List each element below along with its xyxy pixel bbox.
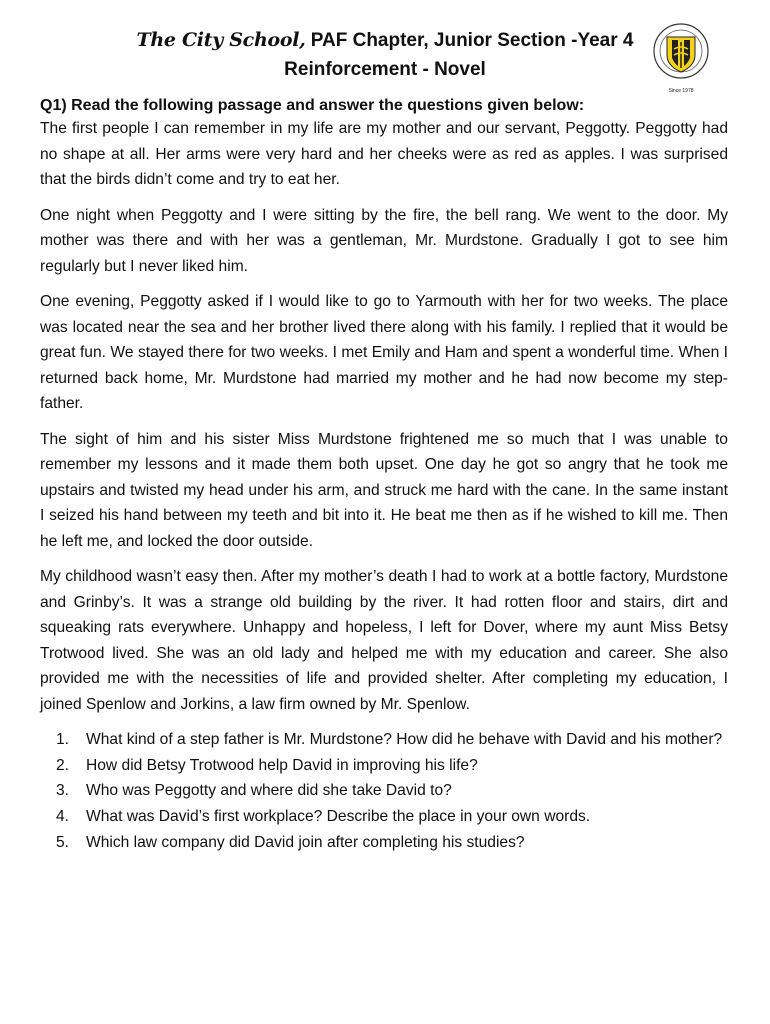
question-text: How did Betsy Trotwood help David in improving his life? bbox=[86, 756, 478, 774]
passage-paragraph-1: The first people I can remember in my life are my mother and our servant, Peggotty. Peggotty had no shape at all. Her arms were very hard and her cheeks were as red as apples. I was surprised that the birds didn’t come and try to eat her. bbox=[40, 120, 728, 188]
passage-paragraph-4: The sight of him and his sister Miss Murdstone frightened me so much that I was unable to remember my lessons and it made them both upset. One day he got so angry that he took me upstairs and twisted my head under his arm, and struck me hard with the cane. In the same instant I seized his hand between my teeth and bit into it. He beat me then as if he wished to kill me. Then he left me, and locked the door outside. bbox=[40, 430, 728, 550]
title-rest: PAF Chapter, Junior Section -Year 4 bbox=[305, 30, 634, 51]
question-number: 1. bbox=[56, 731, 70, 748]
document-body bbox=[40, 96, 728, 856]
question-number: 3. bbox=[56, 782, 70, 800]
page-subtitle: Reinforcement - Novel bbox=[284, 59, 486, 80]
question-number: 5. bbox=[56, 833, 70, 851]
list-item bbox=[40, 753, 728, 779]
question-list bbox=[40, 727, 728, 856]
list-item bbox=[40, 727, 728, 753]
list-item bbox=[40, 804, 728, 830]
question-number: 4. bbox=[56, 808, 70, 826]
question-text: What was David’s first workplace? Describe the place in your own words. bbox=[86, 808, 591, 826]
passage-paragraph-3: One evening, Peggotty asked if I would like to go to Yarmouth with her for two weeks. The place was located near the sea and her brother lived there along with his family. I replied that it would be great fun. We stayed there for two weeks. I met Emily and Ham and spent a wonderful time. When I returned back home, Mr. Murdstone had married my mother and he had now become my step-father. bbox=[40, 293, 728, 412]
logo-motto: Since 1978 bbox=[668, 88, 694, 94]
question-text: Who was Peggotty and where did she take David to? bbox=[86, 782, 452, 800]
passage-paragraph-5: My childhood wasn’t easy then. After my mother’s death I had to work at a bottle factory, Murdstone and Grinby’s. It was a strange old building by the river. It had rotten floor and stairs, dirt and squeaking rats everywhere. Unhappy and hopeless, I left for Dover, where my aunt Miss Betsy Trotwood lived. She was an old lady and helped me with my education and career. She also provided me with the necessities of life and provided shelter. After completing my education, I joined Spenlow and Jorkins, a law firm owned by Mr. Spenlow. bbox=[40, 568, 728, 713]
list-item bbox=[40, 778, 728, 804]
passage-paragraph-2: One night when Peggotty and I were sitting by the fire, the bell rang. We went to the door. My mother was there and with her was a gentleman, Mr. Murdstone. Gradually I got to see him regularly but I never liked him. bbox=[40, 206, 728, 275]
question-heading: Q1) Read the following passage and answer the questions given below: bbox=[40, 97, 585, 114]
question-number: 2. bbox=[56, 756, 70, 774]
school-logo bbox=[652, 22, 710, 102]
school-name: The City School, bbox=[136, 29, 306, 51]
question-text: Which law company did David join after completing his studies? bbox=[86, 833, 525, 851]
list-item bbox=[40, 830, 728, 856]
question-text: What kind of a step father is Mr. Murdstone? How did he behave with David and his mother? bbox=[86, 731, 723, 748]
